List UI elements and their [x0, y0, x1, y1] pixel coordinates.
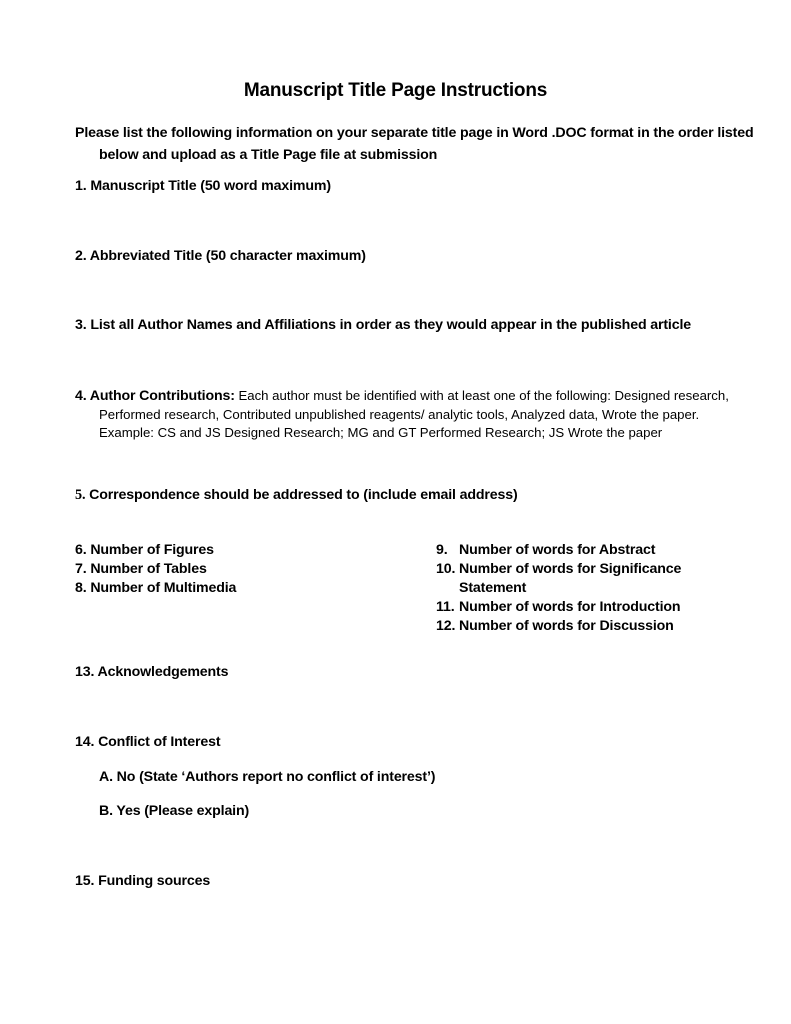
- counts-left-column: [75, 541, 236, 598]
- item-words-discussion: [436, 617, 681, 636]
- intro-line-1: Please list the following information on your separate title page in Word .DOC format in the order listed: [75, 125, 754, 141]
- intro-paragraph: [75, 122, 755, 166]
- contributions-text-2: Performed research, Contributed unpublished reagents/ analytic tools, Analyzed data, Wrote the paper.: [99, 406, 700, 422]
- item-words-abstract: [436, 541, 681, 560]
- conflict-option-yes: B. Yes (Please explain): [99, 803, 250, 819]
- list-number: 12.: [436, 618, 456, 634]
- item-author-contributions: [75, 387, 755, 443]
- conflict-option-no: A. No (State ‘Authors report no conflict of interest’): [99, 769, 436, 785]
- item-author-names: 3. List all Author Names and Affiliations in order as they would appear in the published article: [75, 317, 692, 333]
- item-abbreviated-title: 2. Abbreviated Title (50 character maximum): [75, 248, 366, 264]
- item-manuscript-title: 1. Manuscript Title (50 word maximum): [75, 178, 331, 194]
- contributions-example: Example: CS and JS Designed Research; MG and GT Performed Research; JS Wrote the paper: [99, 425, 663, 440]
- item-funding-sources: 15. Funding sources: [75, 873, 211, 889]
- item-words-significance: [436, 560, 681, 579]
- contributions-text-1: Each author must be identified with at least one of the following: Designed research,: [234, 388, 729, 403]
- page-title: Manuscript Title Page Instructions: [243, 80, 548, 101]
- intro-line-2: below and upload as a Title Page file at submission: [99, 147, 438, 163]
- counts-right-column: [436, 541, 681, 636]
- contributions-line-1: [75, 387, 755, 406]
- list-text: Number of words for Significance: [459, 561, 682, 577]
- list-number: 10.: [436, 561, 456, 577]
- list-number: 11.: [436, 599, 455, 615]
- item-number-of-tables: 7. Number of Tables: [75, 561, 207, 577]
- correspondence-number: 5.: [75, 487, 86, 503]
- item-conflict-of-interest: 14. Conflict of Interest: [75, 734, 221, 750]
- correspondence-text: Correspondence should be addressed to (include email address): [85, 487, 518, 503]
- list-number: 9.: [436, 542, 448, 558]
- item-correspondence: [75, 487, 518, 504]
- list-text: Number of words for Introduction: [459, 599, 681, 615]
- item-words-introduction: [436, 598, 681, 617]
- list-text: Number of words for Abstract: [459, 542, 656, 558]
- item-number-of-multimedia: 8. Number of Multimedia: [75, 580, 237, 596]
- item-acknowledgements: 13. Acknowledgements: [75, 664, 229, 680]
- item-number-of-figures: 6. Number of Figures: [75, 542, 214, 558]
- list-text: Number of words for Discussion: [459, 618, 674, 634]
- item-words-significance-continued: Statement: [459, 580, 527, 596]
- contributions-heading: 4. Author Contributions:: [75, 388, 235, 404]
